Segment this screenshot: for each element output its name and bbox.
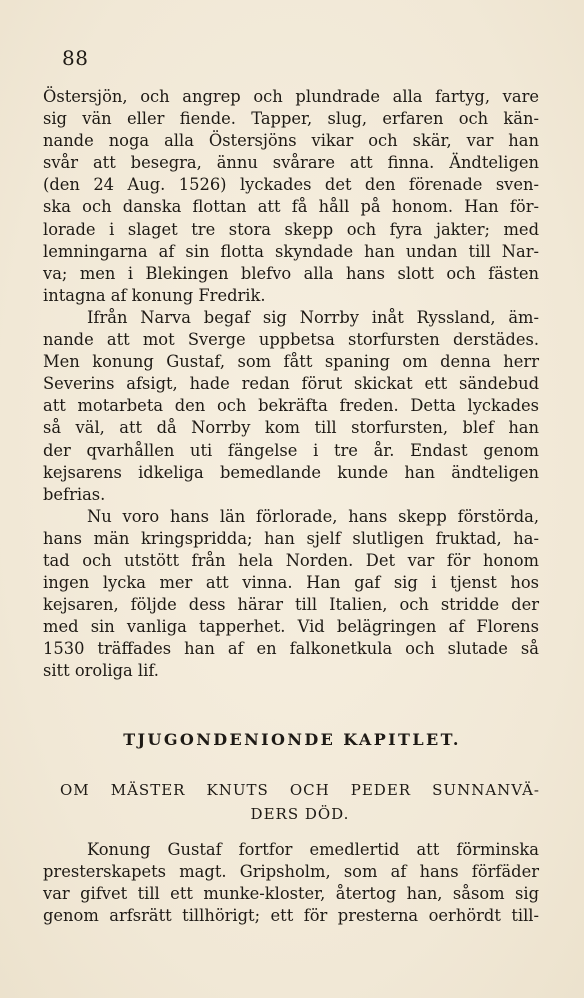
text-line: Severins afsigt, hade redan förut skickat ett sändebud (43, 374, 539, 394)
chapter-title (60, 778, 540, 826)
text-line: Men konung Gustaf, som fått spaning om denna herr (43, 352, 539, 372)
text-line: der qvarhållen uti fängelse i tre år. Endast genom (43, 440, 539, 460)
text-line: att motarbeta den och bekräfta freden. Detta lyckades (43, 396, 539, 416)
text-line: intagna af konung Fredrik. (43, 285, 266, 305)
text-line: tad och utstött från hela Norden. Det var för honom (43, 550, 539, 570)
text-line: lemningarna af sin flotta skyndade han undan till Nar- (43, 241, 539, 261)
text-line: med sin vanliga tapperhet. Vid belägringen af Florens (43, 617, 539, 637)
text-line: va; men i Blekingen blefvo alla hans slott och fästen (43, 263, 539, 283)
text-line: nande noga alla Östersjöns vikar och skär, var han (43, 131, 539, 151)
text-line: svår att besegra, ännu svårare att finna. Ändteligen (43, 153, 539, 173)
text-line: ingen lycka mer att vinna. Han gaf sig i tjenst hos (43, 573, 539, 593)
text-line: nande att mot Sverge uppbetsa storfursten derstädes. (43, 330, 539, 350)
text-line: presterskapets magt. Gripsholm, som af hans förfäder (43, 862, 539, 882)
text-line: ska och danska flottan att få håll på honom. Han för- (43, 197, 539, 217)
chapter-title-line: OM MÄSTER KNUTS OCH PEDER SUNNANVÄ- (60, 781, 540, 799)
text-line: 1530 träffades han af en falkonetkula och slutade så (43, 639, 539, 659)
text-line: Ifrån Narva begaf sig Norrby inåt Ryssland, äm- (87, 307, 539, 327)
text-line: genom arfsrätt tillhörigt; ett för presterna oerhördt till- (43, 906, 539, 926)
text-line: lorade i slaget tre stora skepp och fyra jakter; med (43, 219, 539, 239)
text-line: var gifvet till ett munke-kloster, återtog han, såsom sig (43, 884, 539, 904)
text-line: befrias. (43, 484, 106, 504)
text-line: sitt oroliga lif. (43, 661, 159, 681)
body-text-main (43, 86, 539, 683)
text-line: Östersjön, och angrep och plundrade alla fartyg, vare (43, 87, 539, 106)
text-line: Nu voro hans län förlorade, hans skepp förstörda, (87, 506, 539, 526)
text-line: Konung Gustaf fortfor emedlertid att förminska (87, 840, 539, 859)
text-line: sig vän eller fiende. Tapper, slug, erfaren och kän- (43, 109, 539, 129)
body-text-chapter (43, 839, 539, 927)
text-line: kejsaren, följde dess härar till Italien, och stridde der (43, 595, 539, 615)
chapter-heading: TJUGONDENIONDE KAPITLET. (123, 730, 461, 749)
chapter-title-line: DERS DÖD. (250, 805, 350, 823)
text-line: så väl, att då Norrby kom till storfursten, blef han (43, 418, 539, 438)
text-line: (den 24 Aug. 1526) lyckades det den förenade sven- (43, 175, 539, 195)
text-line: kejsarens idkeliga bemedlande kunde han ändteligen (43, 462, 539, 482)
page-number: 88 (62, 46, 89, 70)
text-line: hans män kringspridda; han sjelf slutligen fruktad, ha- (43, 528, 539, 548)
